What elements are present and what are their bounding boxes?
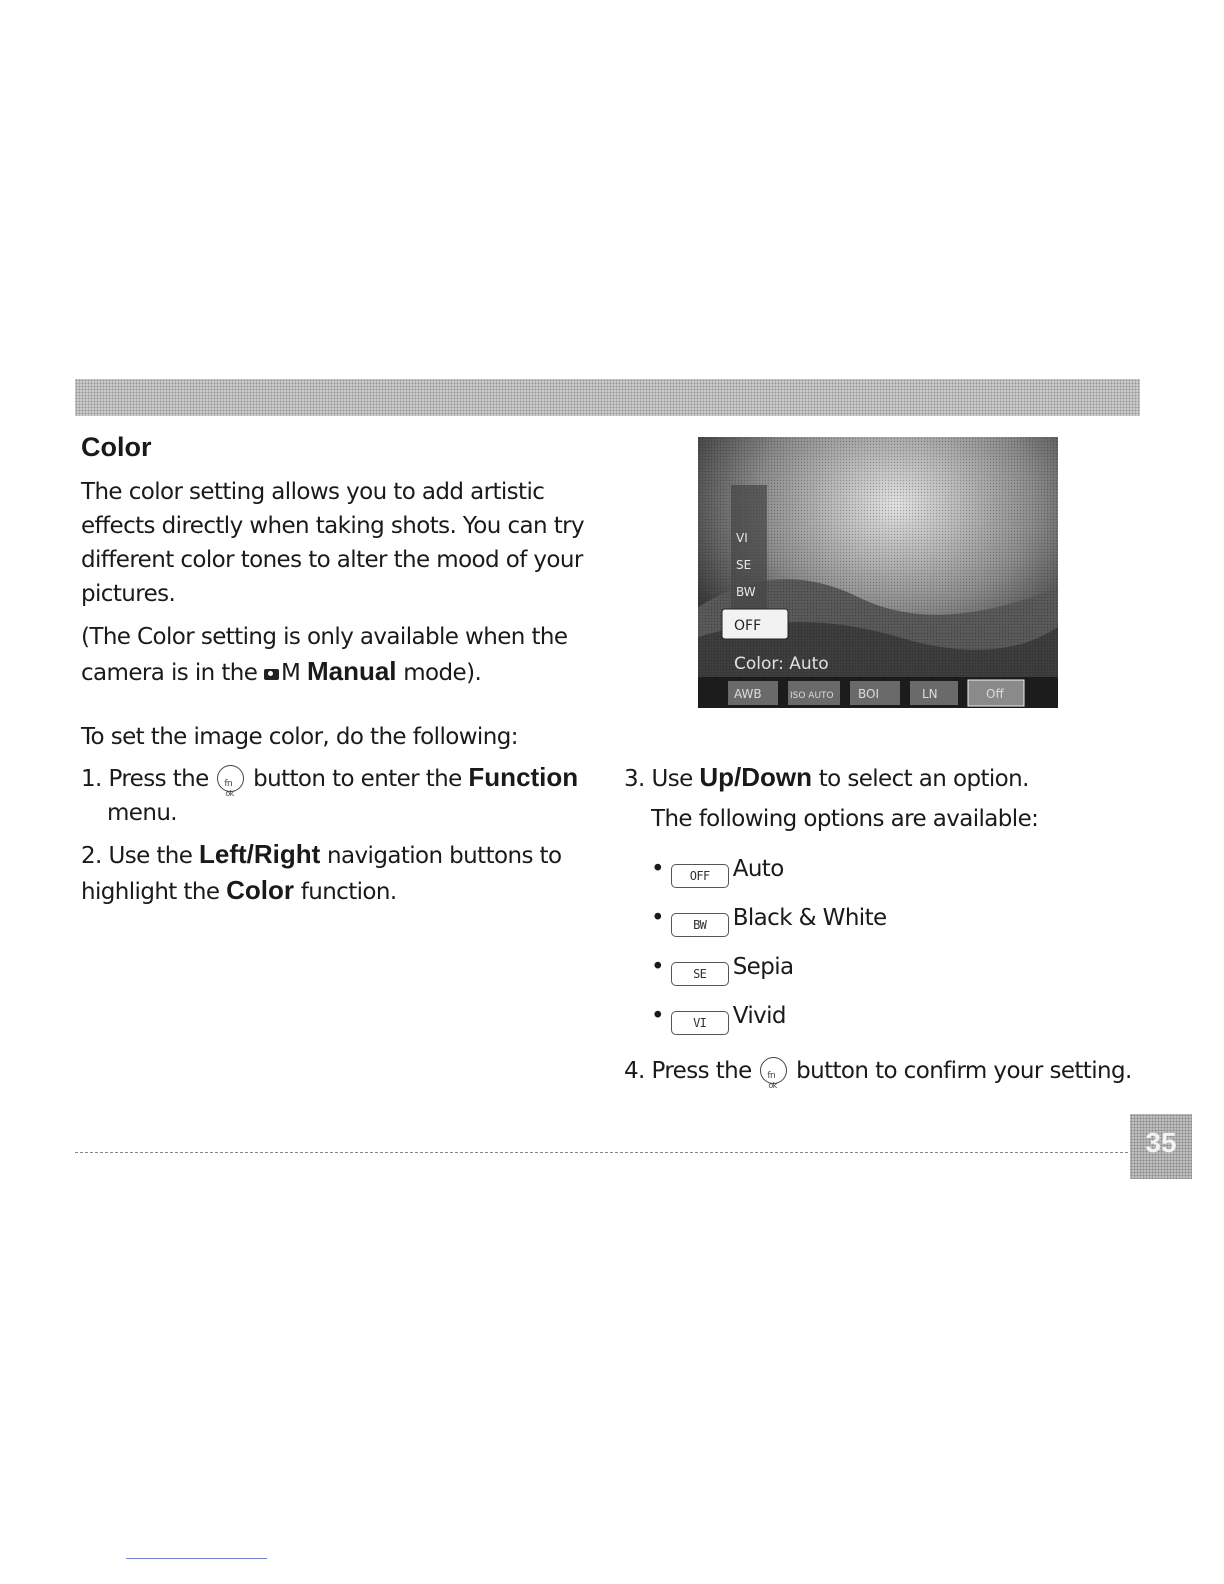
step-2: [81, 837, 601, 909]
step-1-number: 1.: [81, 766, 102, 792]
footer-divider: [75, 1152, 1133, 1153]
step-4: [624, 1054, 1184, 1088]
step-2-text-b: navigation buttons to highlight the: [81, 843, 562, 905]
screen-status-text: Color: Auto: [734, 654, 829, 674]
screen-menu-item: BW: [736, 585, 756, 599]
step-2-text-a: Use the: [108, 843, 193, 869]
step-1-text-a: Press the: [108, 766, 209, 792]
lead-text: To set the image color, do the following:: [81, 724, 518, 750]
mode-letter: M: [280, 660, 301, 686]
color-options-list: [651, 852, 887, 1048]
screen-bar-item: AWB: [734, 687, 762, 701]
step-1-bold: Function: [468, 762, 579, 792]
camera-screen-illustration: [698, 437, 1058, 708]
step-1: [81, 760, 606, 830]
func-ok-button-icon: [760, 1057, 787, 1084]
step-3-bold: Up/Down: [699, 762, 813, 792]
screen-bar-item: BOI: [858, 687, 880, 701]
option-label: Sepia: [732, 954, 794, 980]
step-3-text-a: Use: [651, 766, 693, 792]
func-ok-button-icon: [217, 765, 244, 792]
section-header-bar: [75, 379, 1140, 416]
color-sepia-icon: SE: [671, 962, 729, 986]
note-suffix: mode).: [396, 660, 482, 686]
step-4-text-a: Press the: [651, 1058, 752, 1084]
note-prefix: (The Color setting is only available when the camera is in the: [81, 624, 568, 686]
list-item: • OFF Auto: [651, 852, 887, 901]
step-1-text-c: menu.: [107, 800, 178, 826]
screen-menu-item: SE: [736, 558, 752, 572]
option-label: Vivid: [732, 1003, 786, 1029]
screen-menu-item-selected: OFF: [734, 618, 762, 634]
availability-note: [81, 620, 601, 690]
step-3-number: 3.: [624, 766, 645, 792]
option-label: Black & White: [732, 905, 887, 931]
screen-graphic: [698, 437, 1058, 708]
list-item: • SE Sepia: [651, 950, 887, 999]
color-vivid-icon: VI: [671, 1011, 729, 1035]
screen-bar-item: Off: [986, 687, 1004, 701]
step-1-text-b: button to enter the: [253, 766, 462, 792]
section-title: Color: [81, 432, 152, 462]
step-3-subtitle: The following options are available:: [651, 806, 1039, 832]
bottom-rule: [126, 1558, 267, 1559]
mode-name: Manual: [306, 656, 397, 686]
step-2-text-c: function.: [300, 879, 397, 905]
screen-bar-item: ISO AUTO: [790, 691, 834, 701]
list-item: • VI Vivid: [651, 999, 887, 1048]
step-3: [624, 760, 1164, 796]
color-auto-icon: OFF: [671, 864, 729, 888]
screen-menu-item: VI: [736, 531, 748, 545]
color-bw-icon: BW: [671, 913, 729, 937]
list-item: • BW Black & White: [651, 901, 887, 950]
step-4-text-b: button to confirm your setting.: [796, 1058, 1132, 1084]
step-3-text-b: to select an option.: [818, 766, 1029, 792]
page-number: 35: [1130, 1114, 1192, 1179]
step-2-bold: Left/Right: [199, 839, 321, 869]
camera-icon: [264, 669, 279, 680]
step-4-number: 4.: [624, 1058, 645, 1084]
screen-bar-item: LN: [922, 687, 938, 701]
step-2-number: 2.: [81, 843, 102, 869]
option-label: Auto: [732, 856, 784, 882]
intro-paragraph: The color setting allows you to add artistic effects directly when taking shots. You can try different color tones to alter the mood of your pictures.: [81, 479, 584, 607]
step-2-bold-2: Color: [226, 875, 294, 905]
